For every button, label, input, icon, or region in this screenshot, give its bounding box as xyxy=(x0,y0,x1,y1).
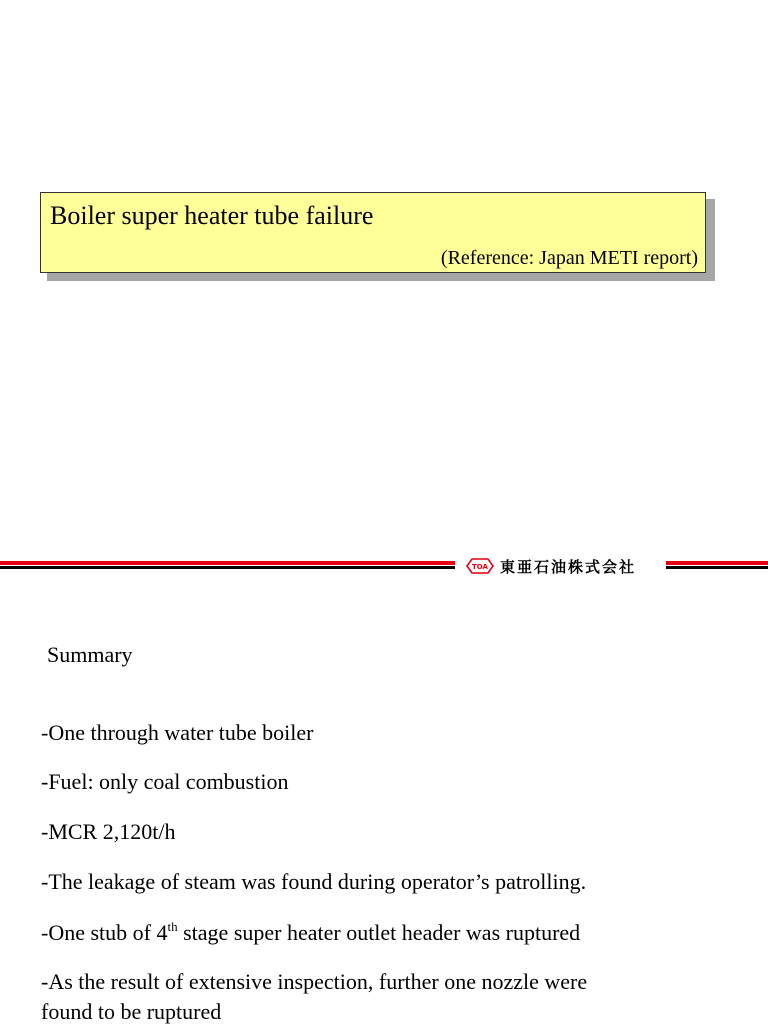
summary-item: -The leakage of steam was found during operator’s patrolling. xyxy=(41,869,587,894)
slide-title: Boiler super heater tube failure xyxy=(50,201,374,230)
summary-item-line: -As the result of extensive inspection, further one nozzle were xyxy=(41,969,588,994)
divider-black-line-left xyxy=(0,566,455,569)
summary-item-text-rest: stage super heater outlet header was ruptured xyxy=(177,920,581,945)
summary-heading: Summary xyxy=(47,642,133,667)
reference-note: (Reference: Japan METI report) xyxy=(440,247,698,269)
ordinal-suffix: th xyxy=(167,919,178,934)
summary-item xyxy=(41,967,587,1027)
summary-item xyxy=(41,918,580,948)
divider-black-line-right xyxy=(666,566,768,569)
divider-red-line-right xyxy=(666,561,768,565)
summary-item-line: found to be ruptured xyxy=(41,999,222,1024)
company-name: 東亜石油株式会社 xyxy=(500,557,637,576)
company-logo xyxy=(466,555,636,577)
summary-item: -Fuel: only coal combustion xyxy=(41,769,289,794)
summary-item-text: -One stub of 4 xyxy=(41,920,168,945)
summary-item: -One through water tube boiler xyxy=(41,720,314,745)
toa-logo-icon xyxy=(466,558,494,574)
logo-mark-text: TOA xyxy=(472,563,488,571)
summary-item: -MCR 2,120t/h xyxy=(41,819,176,844)
divider-red-line-left xyxy=(0,561,455,565)
title-box xyxy=(40,192,706,273)
page-divider xyxy=(0,560,768,574)
